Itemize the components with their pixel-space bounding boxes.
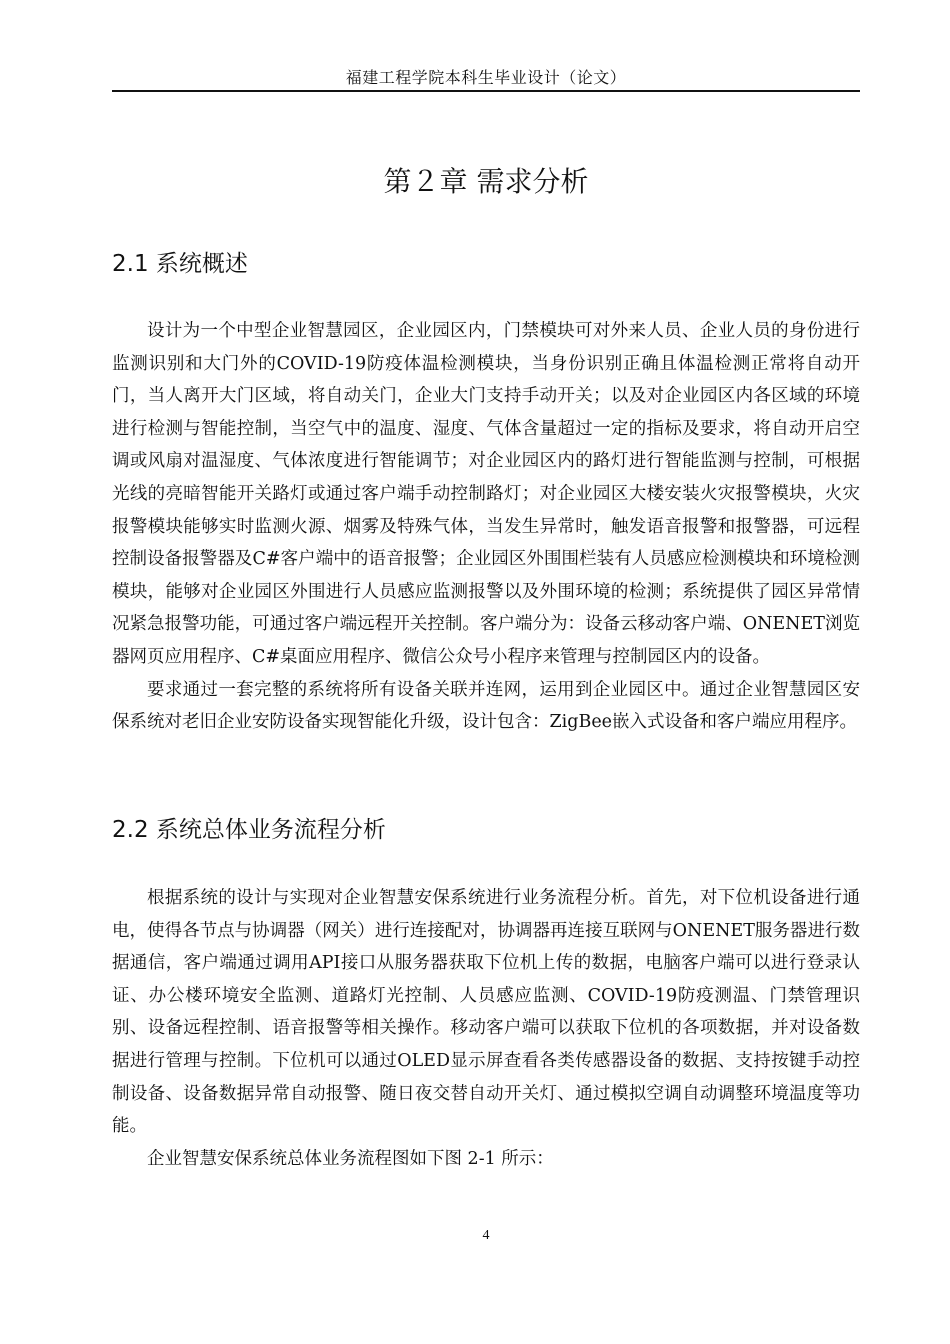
paragraph: 根据系统的设计与实现对企业智慧安保系统进行业务流程分析。首先，对下位机设备进行通电，使得各节点与协调器（网关）进行连接配对，协调器再连接互联网与ONENET服务器进行数据通信，客户端通过调用API接口从服务器获取下位机上传的数据，电脑客户端可以进行登录认证、办公楼环境安全监测、道路灯光控制、人员感应监测、COVID-19防疫测温、门禁管理识别、设备远程控制、语音报警等相关操作。移动客户端可以获取下位机的各项数据，并对设备数据进行管理与控制。下位机可以通过OLED显示屏查看各类传感器设备的数据、支持按键手动控制设备、设备数据异常自动报警、随日夜交替自动开关灯、通过模拟空调自动调整环境温度等功能。 <box>112 888 860 1137</box>
paragraph: 企业智慧安保系统总体业务流程图如下图 2-1 所示： <box>147 1148 554 1169</box>
section-heading-2-2: 2.2 系统总体业务流程分析 <box>112 817 386 843</box>
section-body-2-2 <box>112 882 860 1175</box>
paragraph: 设计为一个中型企业智慧园区，企业园区内，门禁模块可对外来人员、企业人员的身份进行监测识别和大门外的COVID-19防疫体温检测模块，当身份识别正确且体温检测正常将自动开门，当人离开大门区域，将自动关门，企业大门支持手动开关；以及对企业园区内各区域的环境进行检测与智能控制，当空气中的温度、湿度、气体含量超过一定的指标及要求，将自动开启空调或风扇对温湿度、气体浓度进行智能调节；对企业园区内的路灯进行智能监测与控制，可根据光线的亮暗智能开关路灯或通过客户端手动控制路灯；对企业园区大楼安装火灾报警模块，火灾报警模块能够实时监测火源、烟雾及特殊气体，当发生异常时，触发语音报警和报警器，可远程控制设备报警器及C#客户端中的语音报警；企业园区外围围栏装有人员感应检测模块和环境检测模块，能够对企业园区外围进行人员感应监测报警以及外围环境的检测；系统提供了园区异常情况紧急报警功能，可通过客户端远程开关控制。客户端分为：设备云移动客户端、ONENET浏览器网页应用程序、C#桌面应用程序、微信公众号小程序来管理与控制园区内的设备。 <box>112 321 860 667</box>
paragraph: 要求通过一套完整的系统将所有设备关联并连网，运用到企业园区中。通过企业智慧园区安保系统对老旧企业安防设备实现智能化升级，设计包含：ZigBee嵌入式设备和客户端应用程序。 <box>112 679 860 733</box>
running-header: 福建工程学院本科生毕业设计（论文） <box>345 68 627 87</box>
chapter-title: 第２章 需求分析 <box>383 165 589 198</box>
section-heading-2-1: 2.1 系统概述 <box>112 251 248 277</box>
header-divider <box>112 90 860 92</box>
page-number: 4 <box>482 1228 490 1243</box>
section-body-2-1 <box>112 315 860 739</box>
